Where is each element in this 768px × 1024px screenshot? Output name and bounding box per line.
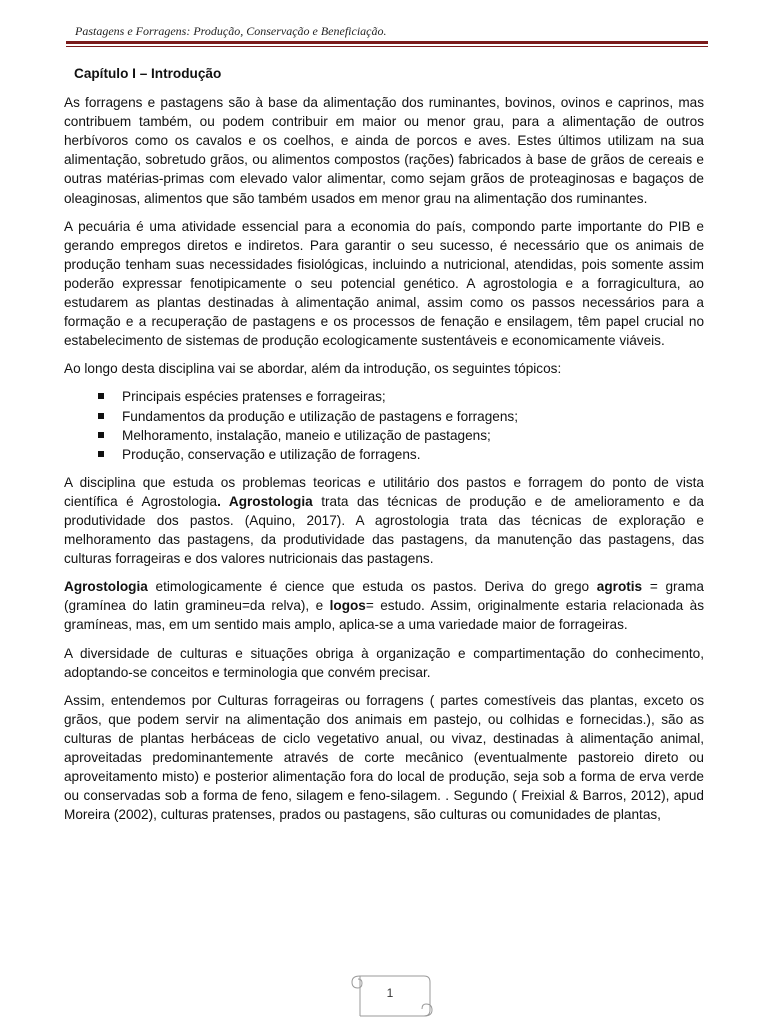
paragraph-7: Assim, entendemos por Culturas forrageiras ou forragens ( partes comestíveis das plantas, exceto os grãos, que podem servir na alimentação dos animais em pastejo, ou colhidas e fornecidas.), são as culturas de plantas herbáceas de ciclo vegetativo anual, ou vivaz, destinadas à alimentação animal, aproveitadas predominantemente através de corte mecânico (eventualmente pastoreio direto ou aproveitamento misto) e posterior alimentação fora do local de produção, seja sob a forma de erva verde ou conservadas sob a forma de feno, silagem e feno-silagem. . Segundo ( Freixial & Barros, 2012), apud Moreira (2002), culturas pratenses, prados ou pastagens, são culturas ou comunidades de plantas, [64,692,704,823]
page-number: 1 [386,986,394,1000]
list-item [98,387,704,406]
paragraph-4-term: Agrostologia [228,493,313,509]
paragraph-4-dot: . [217,493,229,509]
running-header: Pastagens e Forragens: Produção, Conservação e Beneficiação. [75,24,387,38]
square-bullet-icon [98,393,104,399]
list-item-text: Produção, conservação e utilização de forragens. [122,446,421,462]
paragraph-4-text-a: A disciplina que estuda os problemas teoricas e utilitário dos pastos e forragem do ponto de vista científica é Agrostologia [64,474,704,509]
list-item [98,426,704,445]
list-item-text: Principais espécies pratenses e forrageiras; [122,389,386,405]
paragraph-4-text-c: trata das técnicas de produção e de amelioramento e da produtividade dos pastos. (Aquino, 2017). A agrostologia trata das técnicas de exploração e melhoramento das pastagens, da produtividade das pastagens, da manutenção das pastagens, das culturas forrageiras e dos valores nutricionais das pastagens. [64,493,704,567]
paragraph-4 [64,473,704,568]
paragraph-6: A diversidade de culturas e situações obriga à organização e compartimentação do conhecimento, adoptando-se conceitos e terminologia que convém precisar. [64,645,704,680]
paragraph-2: A pecuária é uma atividade essencial para a economia do país, compondo parte importante do PIB e gerando empregos diretos e indiretos. Para garantir o seu sucesso, é necessário que os animais de produção tenham suas necessidades fisiológicas, incluindo a nutricional, atendidas, pois somente assim poderão expressar fenotipicamente o seu potencial genético. A agrostologia e a forragicultura, ao estudarem as plantas destinadas à alimentação animal, assim como os passos necessários para a formação e a recuperação de pastagens e os processos de fenação e ensilagem, têm papel crucial no estabelecimento de sistemas de produção ecologicamente sustentáveis e economicamente viáveis. [64,218,704,349]
square-bullet-icon [98,451,104,457]
paragraph-5 [64,577,704,634]
paragraph-5-text-b: = grama (gramínea do latin gramineu=da relva), e [64,579,704,614]
topics-list [64,387,704,463]
list-item [98,445,704,464]
header-rule-thick [66,41,708,44]
list-item-text: Fundamentos da produção e utilização de pastagens e forragens; [122,408,518,424]
paragraph-5-term-2: agrotis [596,579,643,595]
paragraph-5-term-3: logos [329,598,366,614]
list-item-text: Melhoramento, instalação, maneio e utilização de pastagens; [122,427,491,443]
paragraph-5-term-1: Agrostologia [64,579,148,595]
page-body [64,64,704,833]
header-rule-thin [66,46,708,47]
square-bullet-icon [98,432,104,438]
list-item [98,407,704,426]
paragraph-3: Ao longo desta disciplina vai se abordar, além da introdução, os seguintes tópicos: [64,361,562,377]
square-bullet-icon [98,413,104,419]
paragraph-1: As forragens e pastagens são à base da alimentação dos ruminantes, bovinos, ovinos e caprinos, mas contribuem também, ou podem contribuir em maior ou menor grau, para a alimentação de outros herbívoros como os cavalos e os coelhos, e ainda de porcos e aves. Estes últimos utilizam na sua alimentação, sobretudo grãos, ou alimentos compostos (rações) fabricados à base de grãos de cereais e outras matérias-primas com elevado valor alimentar, como sejam grãos de proteaginosas e bagaços de oleaginosas, alimentos que são também usados em menor grau na alimentação dos ruminantes. [64,95,704,206]
page-number-scroll [346,970,434,1018]
paragraph-5-text-a: etimologicamente é cience que estuda os pastos. Deriva do grego [147,579,597,595]
chapter-title: Capítulo I – Introdução [74,66,222,81]
paragraph-5-text-c: = estudo. Assim, originalmente estaria relacionada às gramíneas, mas, em um sentido mais amplo, aplica-se a uma variedade maior de forrageiras. [64,598,705,633]
